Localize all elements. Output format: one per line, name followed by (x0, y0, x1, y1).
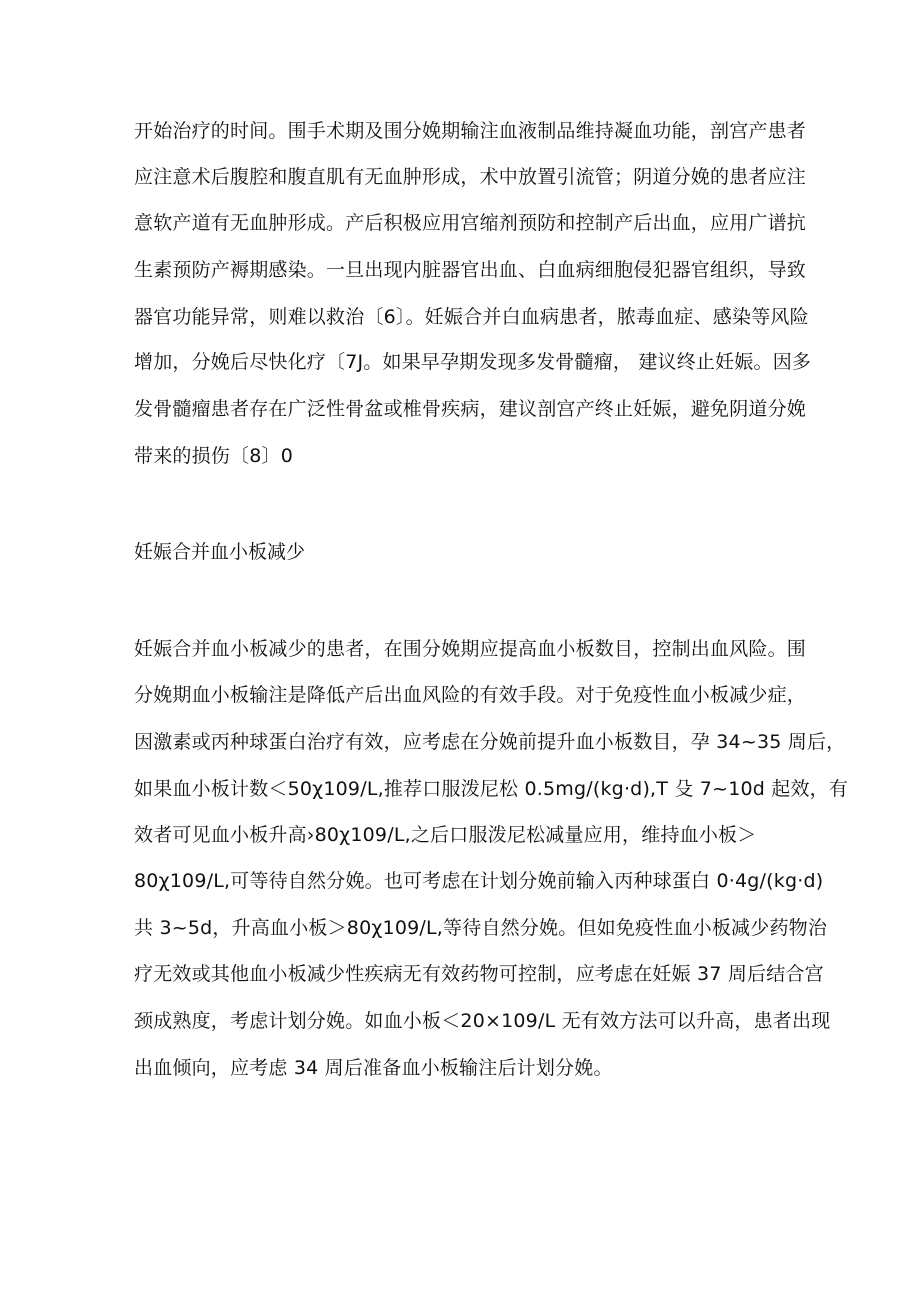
paragraph-line: 分娩期血小板输注是降低产后出血风险的有效手段。对于免疫性血小板减少症， (134, 684, 807, 706)
paragraph-line: 效者可见血小板升高›80χ109∕L,之后口服泼尼松减量应用，维持血小板＞ (134, 824, 757, 846)
paragraph-line: 生素预防产褥期感染。一旦出现内脏器官出血、白血病细胞侵犯器官组织，导致 (134, 259, 807, 281)
section-heading: 妊娠合并血小板减少 (134, 541, 306, 563)
paragraph-line: 发骨髓瘤患者存在广泛性骨盆或椎骨疾病，建议剖宫产终止妊娠，避免阴道分娩 (134, 398, 807, 420)
paragraph-line: 妊娠合并血小板减少的患者，在围分娩期应提高血小板数目，控制出血风险。围 (134, 638, 807, 660)
paragraph-line: 颈成熟度，考虑计划分娩。如血小板＜20×109∕L 无有效方法可以升高，患者出现 (134, 1010, 831, 1032)
paragraph-line: 带来的损伤〔8〕0 (134, 445, 293, 467)
paragraph-line: 意软产道有无血肿形成。产后积极应用宫缩剂预防和控制产后出血，应用广谱抗 (134, 212, 807, 234)
paragraph-line: 疗无效或其他血小板减少性疾病无有效药物可控制，应考虑在妊娠 37 周后结合宫 (134, 963, 824, 985)
paragraph-line: 共 3~5d，升高血小板＞80χ109∕L,等待自然分娩。但如免疫性血小板减少药物治 (134, 917, 828, 939)
paragraph-line: 应注意术后腹腔和腹直肌有无血肿形成，术中放置引流管；阴道分娩的患者应注 (134, 166, 807, 188)
paragraph-line: 开始治疗的时间。围手术期及围分娩期输注血液制品维持凝血功能，剖宫产患者 (134, 120, 807, 142)
paragraph-line: 器官功能异常，则难以救治〔6〕。妊娠合并白血病患者，脓毒血症、感染等风险 (134, 306, 809, 328)
paragraph-line: 如果血小板计数＜50χ109∕L,推荐口服泼尼松 0.5mg∕(kg·d),T 殳 7~10d 起效，有 (134, 778, 849, 800)
paragraph-line: 增加，分娩后尽快化疗〔7J。如果早孕期发现多发骨髓瘤， 建议终止妊娠。因多 (134, 351, 812, 373)
paragraph-line: 因激素或丙种球蛋白治疗有效，应考虑在分娩前提升血小板数目，孕 34~35 周后， (134, 731, 846, 753)
paragraph-line: 出血倾向，应考虑 34 周后准备血小板输注后计划分娩。 (134, 1057, 613, 1079)
paragraph-line: 80χ109/L,可等待自然分娩。也可考虑在计划分娩前输入丙种球蛋白 0·4g∕(kg·d) (134, 870, 824, 892)
